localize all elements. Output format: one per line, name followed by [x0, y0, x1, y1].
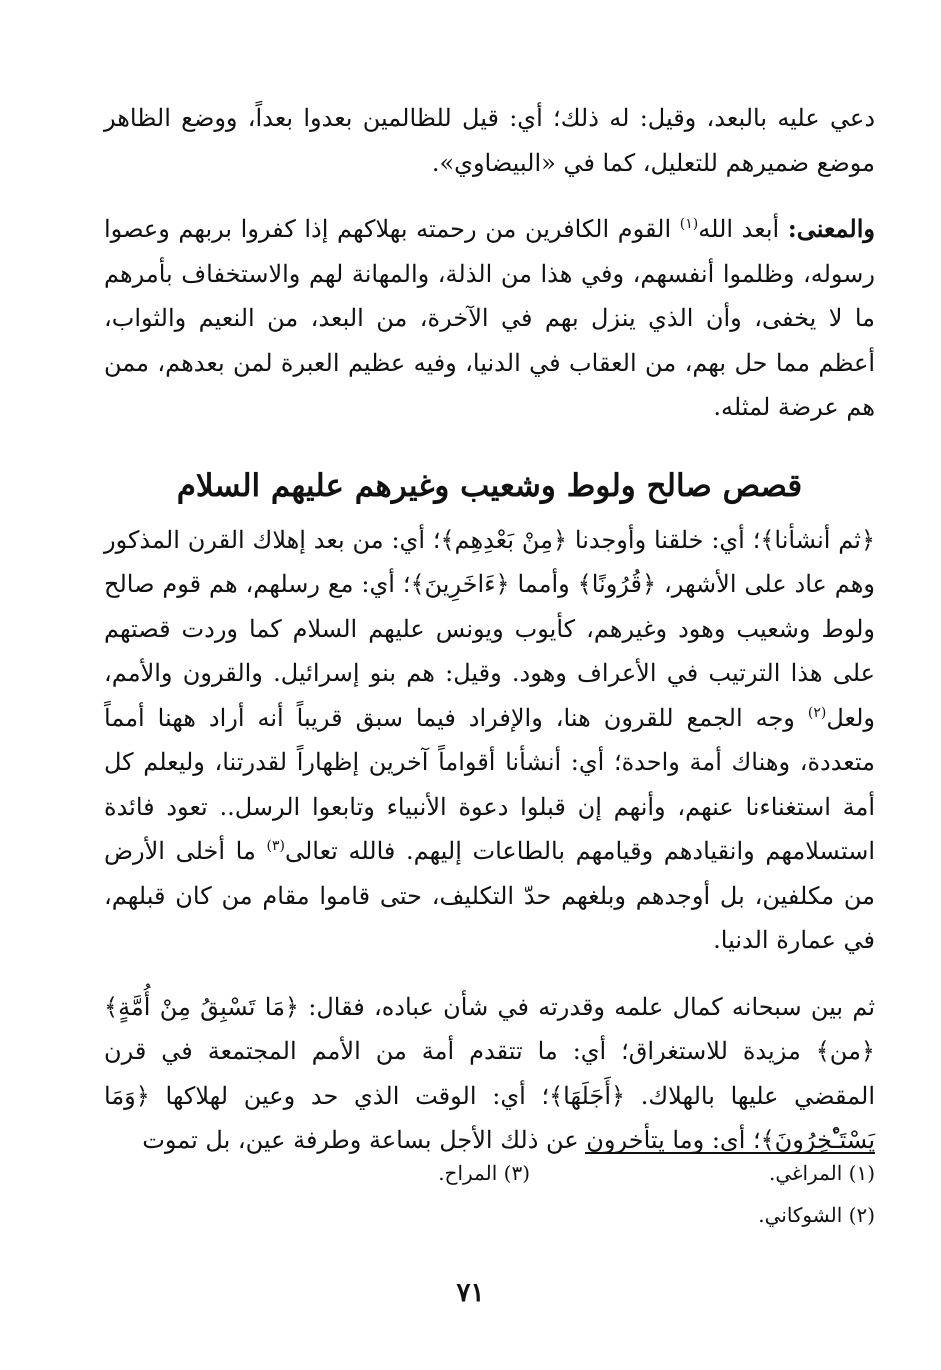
- intro-paragraph-2: [104, 207, 875, 430]
- footnote-mark: (٣): [503, 1161, 530, 1185]
- footnote-1: [530, 1152, 875, 1194]
- footnote-divider: [585, 1152, 875, 1154]
- footnote-ref-1[interactable]: (١): [679, 216, 699, 232]
- footnote-ref-2[interactable]: (٢): [807, 704, 827, 721]
- footnote-row: [104, 1194, 875, 1236]
- footnote-2: [530, 1194, 875, 1236]
- section-text-c: ما أخلى الأرض من مكلفين، بل أوجدهم وبلغهم حدّ التكليف، حتى قاموا مقام من كان قبلهم، في عمارة الدنيا.: [104, 837, 875, 954]
- lead-word: والمعنى:: [787, 214, 875, 243]
- intro-paragraph-1: دعي عليه بالبعد، وقيل: له ذلك؛ أي: قيل للظالمين بعدوا بعداً، ووضع الظاهر موضع ضميرهم للتعليل، كما في «البيضاوي».: [104, 104, 875, 177]
- intro-text-b: القوم الكافرين من رحمته بهلاكهم إذا كفروا بربهم وعصوا رسوله، وظلموا أنفسهم، وفي هذا من الذلة، والمهانة لهم والاستخفاف بأمرهم ما لا يخفى، وأن الذي ينزل بهم في الآخرة، من البعد، من النعيم والثواب، أعظم مما حل بهم، من العقاب في الدنيا، وفيه عظيم العبرة لمن بعدهم، ممن هم عرضة لمثله.: [104, 215, 876, 421]
- footnote-mark: (٢): [848, 1203, 875, 1227]
- footnote-mark: (١): [848, 1161, 875, 1185]
- footnote-text: الشوكاني.: [758, 1203, 843, 1227]
- footnote-text: المراح.: [438, 1161, 498, 1185]
- section-title: قصص صالح ولوط وشعيب وغيرهم عليهم السلام: [176, 467, 803, 504]
- footnote-ref-3[interactable]: (٣): [266, 838, 285, 854]
- section-text-a: ﴿ثم أنشأنا﴾؛ أي: خلقنا وأوجدنا ﴿مِنْ بَعْدِهِم﴾؛ أي: من بعد إهلاك القرن المذكور وهم عاد على الأشهر، ﴿قُرُونًا﴾ وأمما ﴿ءَاخَرِينَ﴾؛ أي: مع رسلهم، هم قوم صالح ولوط وشعيب وهود وغيرهم، كأيوب ويونس عليهم السلام كما وردت قصتهم على هذا الترتيب في الأعراف وهود. وقيل: هم بنو إسرائيل. والقرون والأمم، ولعل: [104, 525, 875, 732]
- section-paragraph-2: ثم بين سبحانه كمال علمه وقدرته في شأن عباده، فقال: ﴿مَا تَسْبِقُ مِنْ أُمَّةٍ﴾ ﴿من﴾ مزيدة للاستغراق؛ أي: ما تتقدم أمة من الأمم المجتمعة في قرن المقضي عليها بالهلاك. ﴿أَجَلَهَا﴾؛ أي: الوقت الذي حد وعين لهلاكها ﴿وَمَا يَسْتَـْٔخِرُونَ﴾؛ أي: وما يتأخرون عن ذلك الأجل بساعة وطرفة عين، بل تموت: [104, 992, 875, 1154]
- footnotes: [104, 1152, 875, 1236]
- footnote-text: المراغي.: [768, 1161, 843, 1185]
- page-number: ٧١: [456, 1278, 485, 1308]
- footnote-3: [185, 1152, 530, 1194]
- intro-text-a: أبعد الله: [698, 215, 780, 243]
- section-paragraph-1: [104, 518, 875, 963]
- section-text-b: وجه الجمع للقرون هنا، والإفراد فيما سبق قريباً أنه أراد ههنا أمماً متعددة، وهناك أمة واحدة؛ أي: أنشأنا أقواماً آخرين إظهاراً لقدرتنا، وليعلم كل أمة استغناءنا عنهم، وأنهم إن قبلوا دعوة الأنبياء وتابعوا الرسل.. تعود فائدة استسلامهم وانقيادهم وقيامهم بالطاعات إليهم. فالله تعالى: [104, 703, 875, 865]
- footnote-row: [104, 1152, 875, 1194]
